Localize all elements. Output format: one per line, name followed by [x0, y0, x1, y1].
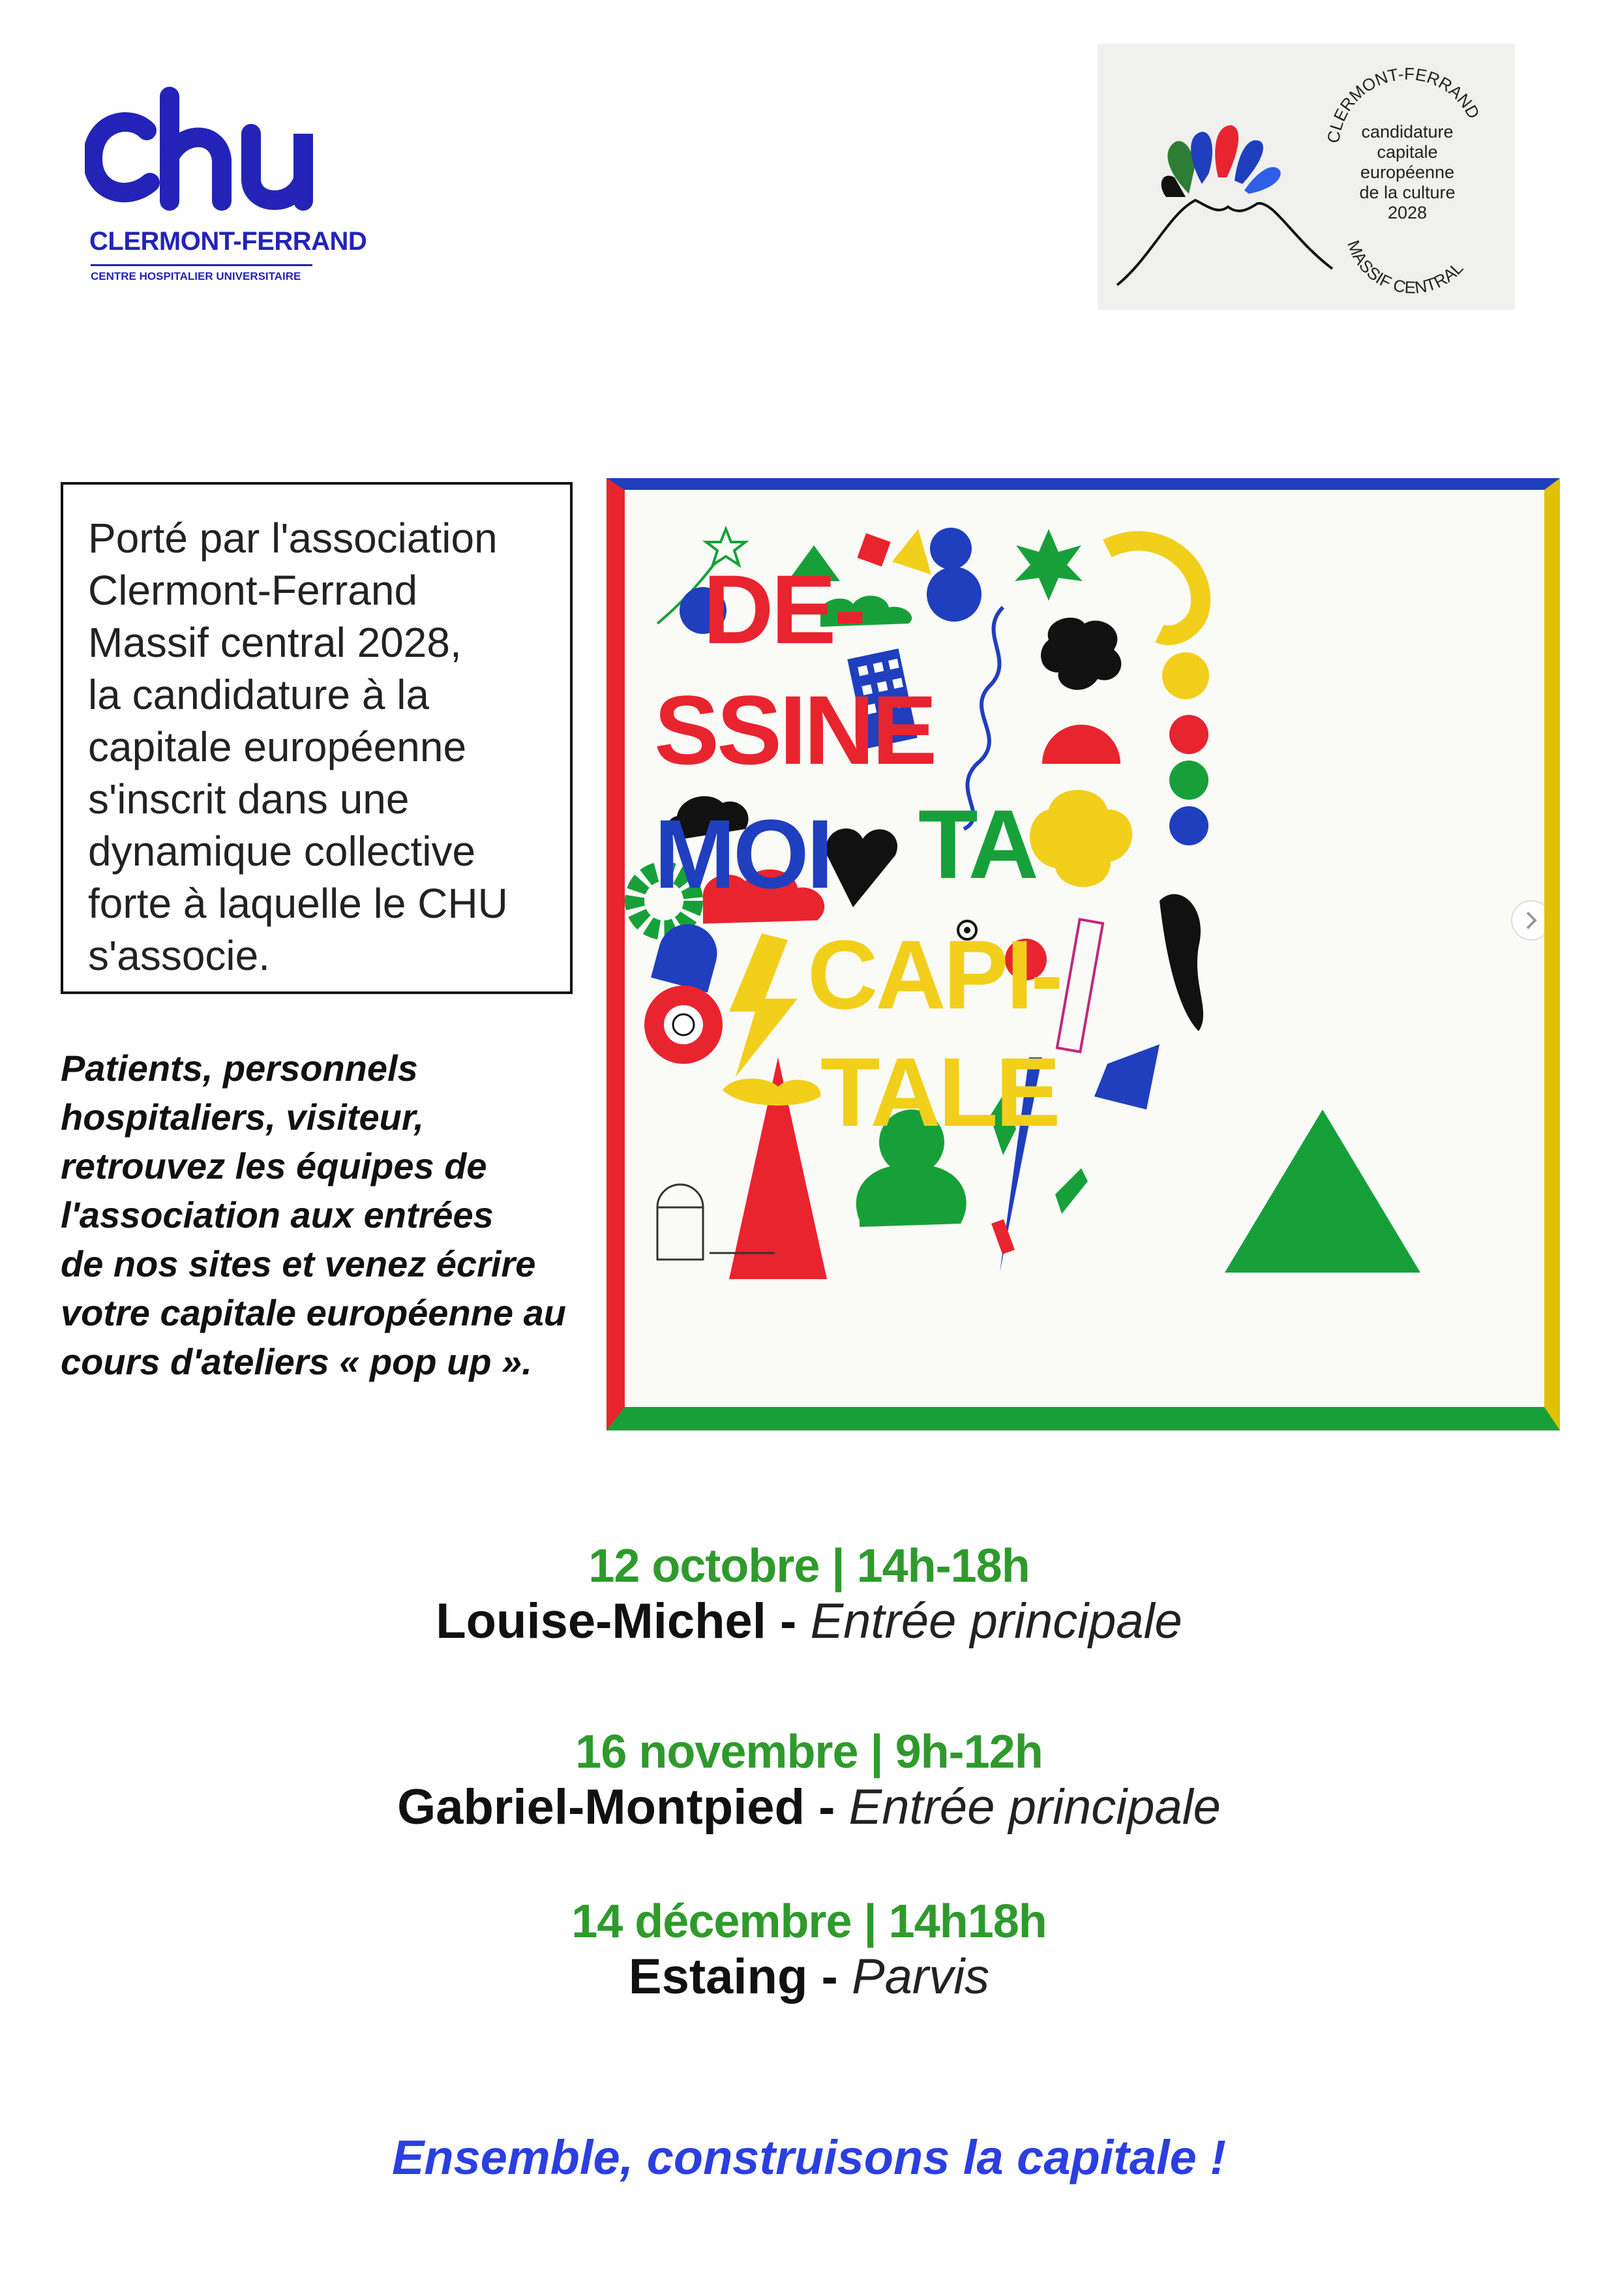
carousel-next-icon: [1512, 901, 1544, 940]
poster-word-capi: CAPI-: [807, 920, 1061, 1029]
schedule-date: 12 octobre | 14h-18h: [588, 1540, 1030, 1592]
invitation-paragraph: [61, 1044, 602, 1386]
schedule-date: 16 novembre | 9h-12h: [575, 1726, 1043, 1778]
chu-logo: [85, 85, 367, 294]
invite-line: l'association aux entrées: [61, 1194, 494, 1235]
schedule-date: 14 décembre | 14h18h: [571, 1896, 1047, 1948]
intro-line: dynamique collective: [88, 828, 476, 875]
badge-line: de la culture: [1359, 183, 1456, 202]
badge-line: 2028: [1387, 203, 1428, 222]
schedule-place: Entrée principale: [810, 1594, 1182, 1649]
green-star-icon: [1015, 529, 1083, 601]
schedule-site: Louise-Michel: [436, 1594, 766, 1649]
candidature-badge: [1098, 44, 1515, 310]
schedule-place: Entrée principale: [848, 1779, 1221, 1835]
intro-line: Porté par l'association: [88, 515, 498, 562]
schedule-site: Gabriel-Montpied: [397, 1779, 805, 1835]
schedule-item-2: [0, 1725, 1618, 1835]
badge-arc-top: CLERMONT-FERRAND: [1323, 63, 1484, 145]
intro-text: [88, 512, 547, 982]
closing-slogan: Ensemble, construisons la capitale !: [392, 2130, 1226, 2184]
invite-line: votre capitale européenne au: [61, 1292, 566, 1333]
invite-line: hospitaliers, visiteur,: [61, 1096, 425, 1138]
badge-line: candidature: [1361, 122, 1454, 142]
invite-line: Patients, personnels: [61, 1048, 418, 1089]
dessine-moi-ta-capitale-poster: [607, 478, 1560, 1430]
schedule-location: [0, 1779, 1618, 1835]
schedule-item-3: [0, 1895, 1618, 2005]
yellow-arc-icon: [1107, 541, 1201, 635]
schedule-separator: -: [766, 1594, 811, 1649]
intro-line: s'associe.: [88, 932, 270, 979]
schedule-separator: -: [807, 1949, 852, 2004]
petal-blue-icon: [1191, 132, 1212, 184]
invite-line: de nos sites et venez écrire: [61, 1243, 536, 1284]
schedule-location: [0, 1593, 1618, 1650]
badge-line: européenne: [1360, 162, 1455, 182]
schedule-site: Estaing: [628, 1949, 808, 2004]
black-cloud-icon: [1041, 618, 1121, 690]
schedule-separator: -: [805, 1779, 849, 1835]
intro-line: s'inscrit dans une: [88, 776, 410, 823]
black-heart-icon: [826, 828, 897, 907]
chu-subtitle: CENTRE HOSPITALIER UNIVERSITAIRE: [91, 270, 301, 282]
badge-line: capitale: [1377, 142, 1438, 162]
poster-artwork: [625, 490, 1544, 1407]
yellow-triangle-icon: [892, 529, 931, 575]
badge-lines: [1342, 122, 1473, 223]
intro-line: Massif central 2028,: [88, 619, 462, 666]
schedule-place: Parvis: [851, 1949, 990, 2004]
yellow-blob-icon: [1030, 790, 1132, 887]
intro-box: [61, 482, 573, 994]
poster-word-ta: TA: [918, 789, 1036, 899]
yellow-circle-icon: [1162, 652, 1209, 699]
intro-line: forte à laquelle le CHU: [88, 880, 508, 927]
invite-line: cours d'ateliers « pop up ».: [61, 1341, 532, 1382]
schedule-location: [0, 1948, 1618, 2005]
red-semicircle-icon: [1042, 725, 1120, 764]
green-snowman-icon: [856, 1165, 966, 1227]
chu-wordmark-graphic: [85, 85, 320, 225]
chu-divider: [91, 264, 312, 266]
badge-arc-bottom: MASSIF CENTRAL: [1343, 237, 1467, 297]
poster-word-de: DE-: [703, 554, 864, 664]
intro-line: Clermont-Ferrand: [88, 567, 418, 614]
invite-line: retrouvez les équipes de: [61, 1145, 487, 1186]
petal-red-icon: [1215, 125, 1238, 177]
chu-city-name: CLERMONT-FERRAND: [89, 227, 367, 256]
yellow-lightning-icon: [729, 933, 798, 1077]
blue-blob-icon: [927, 567, 981, 622]
volcano-line-icon: [1117, 200, 1332, 285]
poster-word-tale: TALE: [820, 1037, 1058, 1147]
poster-word-moi: MOI: [654, 799, 831, 909]
poster-word-ssine: SSINE: [654, 675, 935, 785]
green-mountain-icon: [1225, 1110, 1420, 1273]
schedule-item-1: [0, 1539, 1618, 1650]
intro-line: capitale européenne: [88, 723, 467, 770]
intro-line: la candidature à la: [88, 671, 430, 718]
